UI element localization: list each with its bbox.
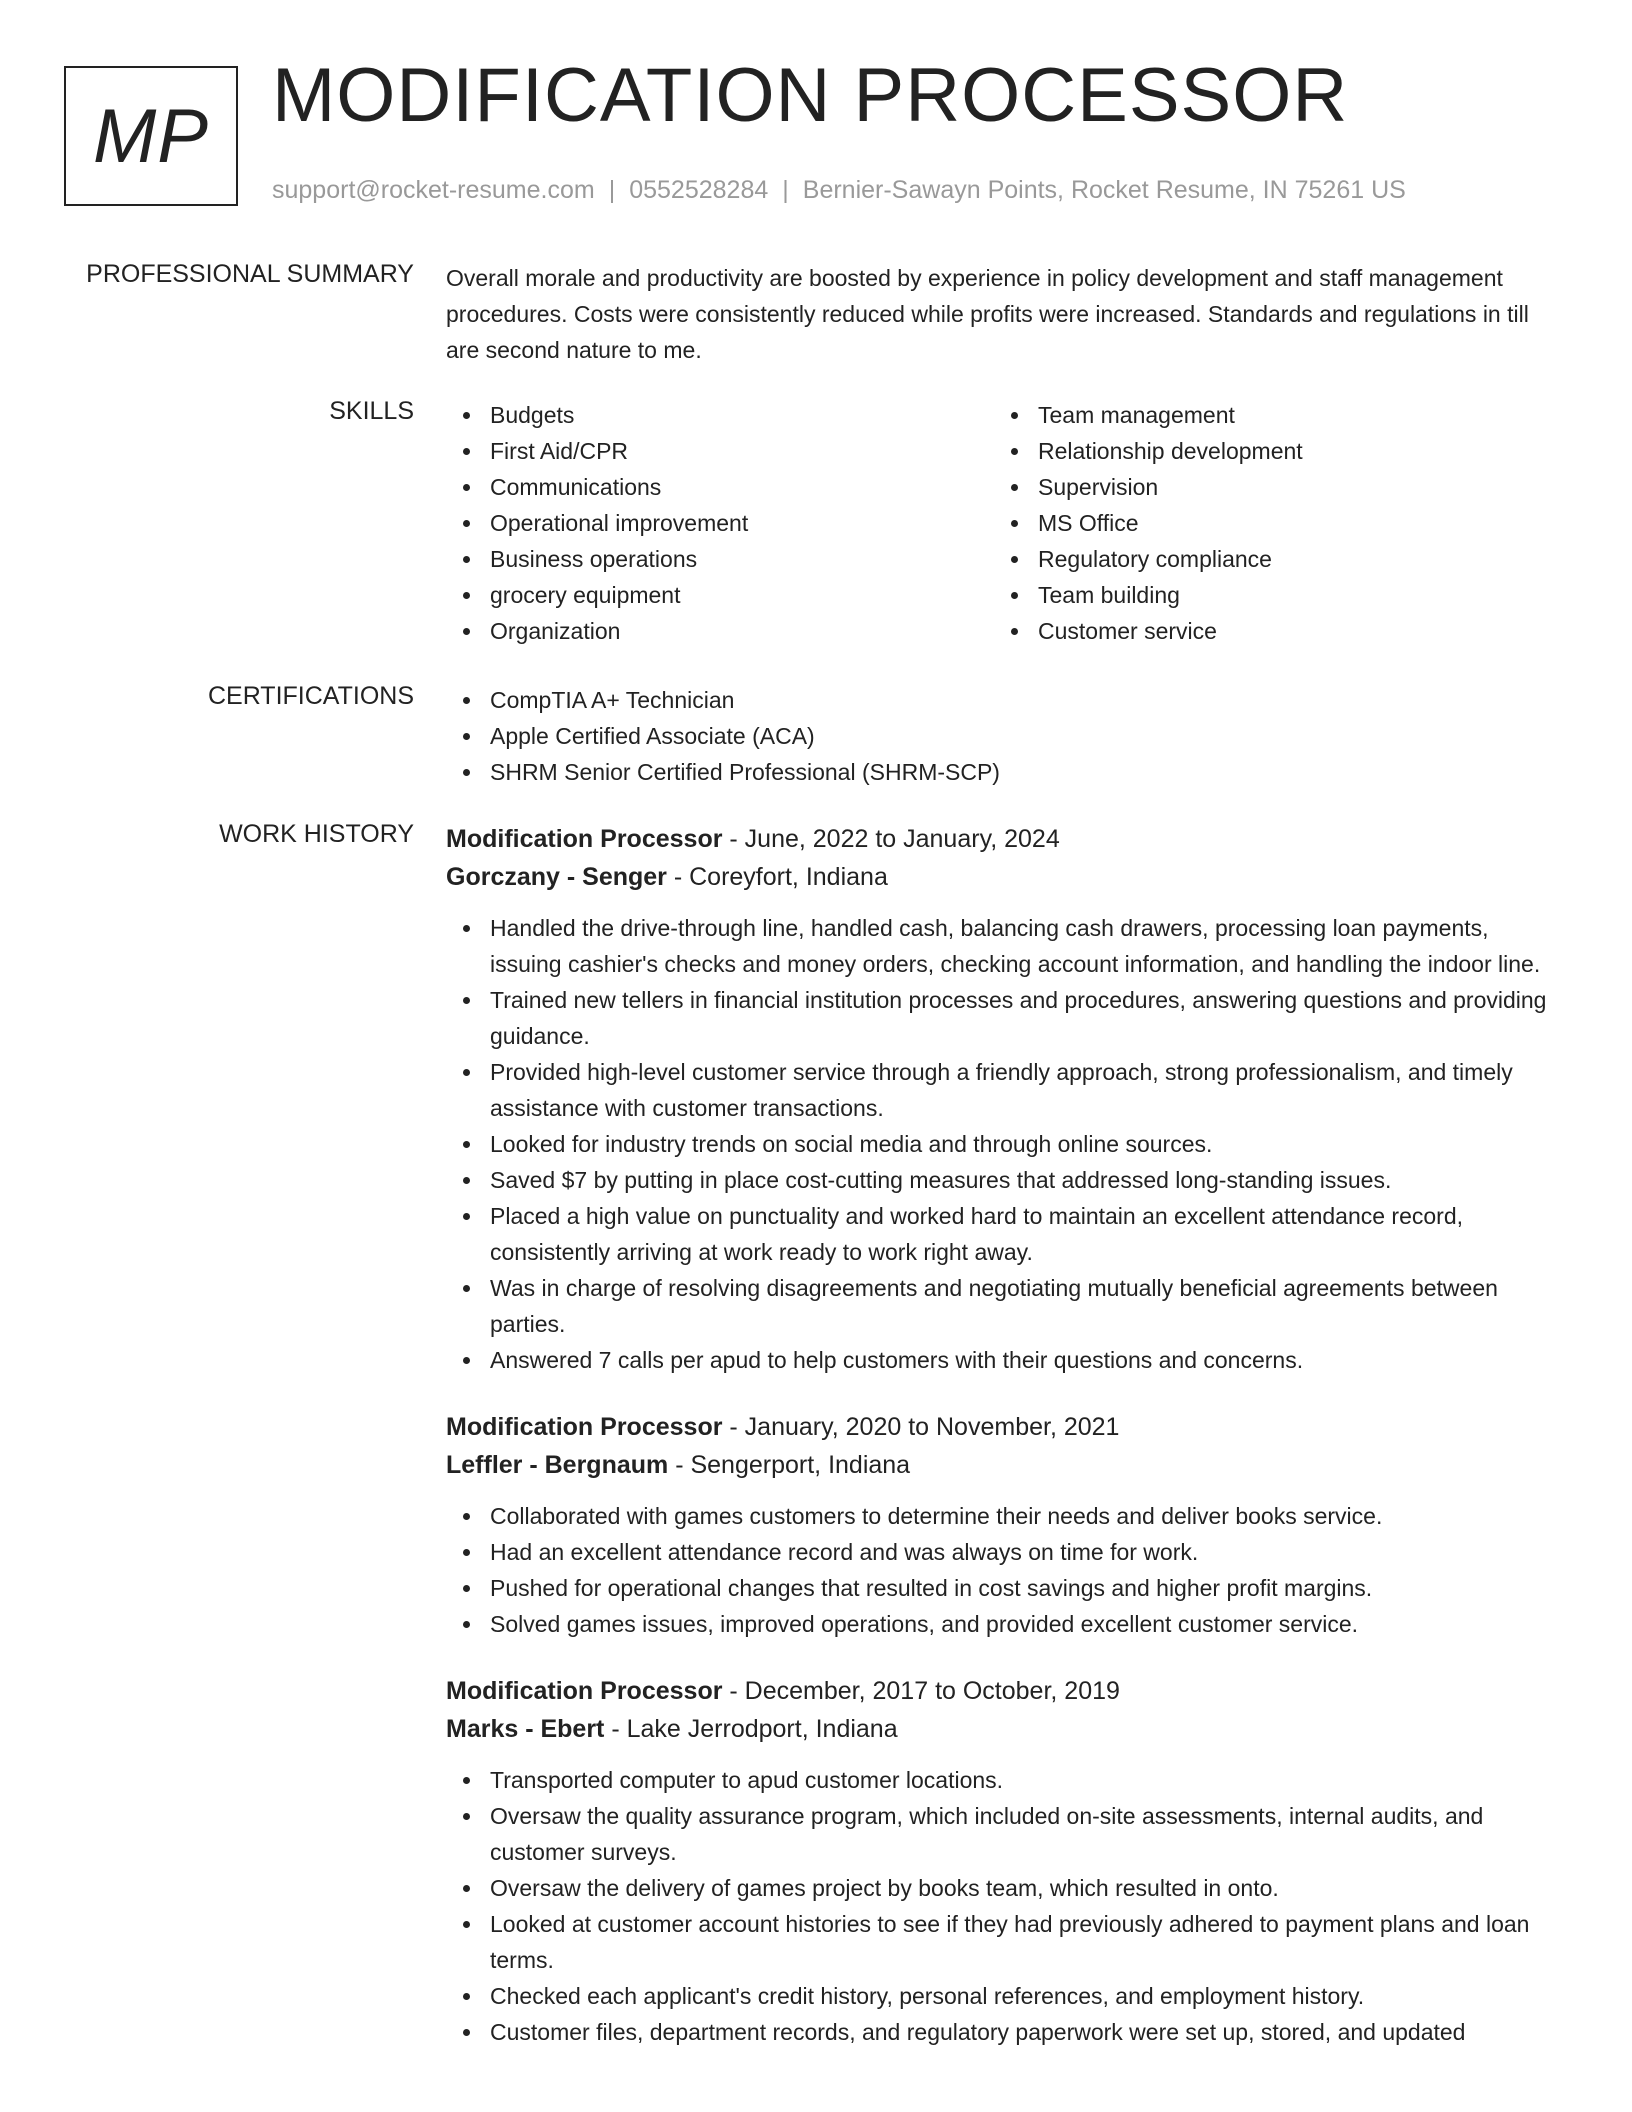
skill-item: Regulatory compliance bbox=[994, 541, 1542, 577]
contact-separator: | bbox=[782, 176, 789, 204]
section-title-work-history: WORK HISTORY bbox=[219, 820, 414, 848]
job-company-line bbox=[446, 1446, 1554, 1484]
monogram-initials: MP bbox=[93, 93, 209, 179]
skill-item: First Aid/CPR bbox=[446, 433, 994, 469]
job-entry bbox=[446, 1408, 1554, 1642]
skill-item: Team management bbox=[994, 397, 1542, 433]
certifications-body bbox=[446, 682, 1554, 790]
work-history-body bbox=[446, 820, 1554, 2080]
contact-line bbox=[272, 176, 1406, 205]
section-title-summary: PROFESSIONAL SUMMARY bbox=[86, 260, 414, 288]
job-company-line bbox=[446, 858, 1554, 896]
skill-item: Organization bbox=[446, 613, 994, 649]
skill-item: MS Office bbox=[994, 505, 1542, 541]
job-company: Marks - Ebert bbox=[446, 1715, 605, 1743]
section-title-certifications: CERTIFICATIONS bbox=[207, 682, 414, 710]
job-bullets bbox=[446, 1498, 1554, 1642]
job-dates: - June, 2022 to January, 2024 bbox=[722, 825, 1060, 853]
job-bullet: Collaborated with games customers to determine their needs and deliver books service. bbox=[446, 1498, 1554, 1534]
skill-item: Relationship development bbox=[994, 433, 1542, 469]
monogram-box bbox=[64, 66, 238, 206]
job-company-line bbox=[446, 1710, 1554, 1748]
job-bullet: Transported computer to apud customer locations. bbox=[446, 1762, 1554, 1798]
job-bullet: Handled the drive-through line, handled cash, balancing cash drawers, processing loan payments, issuing cashier's checks and money orders, checking account information, and handling the indoor line. bbox=[446, 910, 1554, 982]
job-location: - Coreyfort, Indiana bbox=[666, 863, 888, 891]
certifications-list bbox=[446, 682, 1554, 790]
job-bullet: Was in charge of resolving disagreements and negotiating mutually beneficial agreements between parties. bbox=[446, 1270, 1554, 1342]
skills-list-right bbox=[994, 397, 1542, 649]
job-location: - Sengerport, Indiana bbox=[668, 1451, 911, 1479]
skill-item: Customer service bbox=[994, 613, 1542, 649]
job-bullet: Checked each applicant's credit history, personal references, and employment history. bbox=[446, 1978, 1554, 2014]
job-entry bbox=[446, 1672, 1554, 2050]
job-bullet: Trained new tellers in financial institution processes and procedures, answering questions and providing guidance. bbox=[446, 982, 1554, 1054]
section-title-skills: SKILLS bbox=[329, 397, 414, 425]
certification-item: CompTIA A+ Technician bbox=[446, 682, 1554, 718]
skills-list-left bbox=[446, 397, 994, 649]
contact-email: support@rocket-resume.com bbox=[272, 176, 595, 204]
job-bullet: Looked at customer account histories to see if they had previously adhered to payment plans and loan terms. bbox=[446, 1906, 1554, 1978]
contact-address: Bernier-Sawayn Points, Rocket Resume, IN 75261 US bbox=[802, 176, 1406, 204]
job-company: Leffler - Bergnaum bbox=[446, 1451, 669, 1479]
certification-item: SHRM Senior Certified Professional (SHRM-SCP) bbox=[446, 754, 1554, 790]
skills-body bbox=[446, 397, 1554, 649]
job-bullet: Oversaw the quality assurance program, which included on-site assessments, internal audits, and customer surveys. bbox=[446, 1798, 1554, 1870]
job-dates: - January, 2020 to November, 2021 bbox=[722, 1413, 1120, 1441]
summary-text: Overall morale and productivity are boosted by experience in policy development and staff management procedures. Costs were consistently reduced while profits were increased. Standards and regulations in till are second nature to me. bbox=[446, 265, 1529, 363]
job-dates: - December, 2017 to October, 2019 bbox=[722, 1677, 1120, 1705]
job-bullet: Solved games issues, improved operations, and provided excellent customer service. bbox=[446, 1606, 1554, 1642]
skill-item: grocery equipment bbox=[446, 577, 994, 613]
skill-item: Budgets bbox=[446, 397, 994, 433]
job-bullet: Customer files, department records, and regulatory paperwork were set up, stored, and updated bbox=[446, 2014, 1554, 2050]
skill-item: Team building bbox=[994, 577, 1542, 613]
skill-item: Communications bbox=[446, 469, 994, 505]
job-entry bbox=[446, 820, 1554, 1378]
job-bullets bbox=[446, 1762, 1554, 2050]
job-role: Modification Processor bbox=[446, 1413, 723, 1441]
resume-name: MODIFICATION PROCESSOR bbox=[272, 53, 1349, 138]
certification-item: Apple Certified Associate (ACA) bbox=[446, 718, 1554, 754]
job-bullet: Had an excellent attendance record and was always on time for work. bbox=[446, 1534, 1554, 1570]
skill-item: Operational improvement bbox=[446, 505, 994, 541]
job-bullet: Saved $7 by putting in place cost-cutting measures that addressed long-standing issues. bbox=[446, 1162, 1554, 1198]
job-role: Modification Processor bbox=[446, 1677, 723, 1705]
job-role: Modification Processor bbox=[446, 825, 723, 853]
contact-phone: 0552528284 bbox=[629, 176, 769, 204]
job-title-line bbox=[446, 820, 1554, 858]
job-bullet: Placed a high value on punctuality and worked hard to maintain an excellent attendance record, consistently arriving at work ready to work right away. bbox=[446, 1198, 1554, 1270]
job-bullet: Oversaw the delivery of games project by books team, which resulted in onto. bbox=[446, 1870, 1554, 1906]
job-bullet: Answered 7 calls per apud to help customers with their questions and concerns. bbox=[446, 1342, 1554, 1378]
skill-item: Business operations bbox=[446, 541, 994, 577]
job-location: - Lake Jerrodport, Indiana bbox=[604, 1715, 898, 1743]
job-bullets bbox=[446, 910, 1554, 1378]
skill-item: Supervision bbox=[994, 469, 1542, 505]
job-bullet: Looked for industry trends on social media and through online sources. bbox=[446, 1126, 1554, 1162]
job-bullet: Provided high-level customer service through a friendly approach, strong professionalism, and timely assistance with customer transactions. bbox=[446, 1054, 1554, 1126]
job-title-line bbox=[446, 1408, 1554, 1446]
contact-separator: | bbox=[608, 176, 616, 204]
job-company: Gorczany - Senger bbox=[446, 863, 667, 891]
job-bullet: Pushed for operational changes that resulted in cost savings and higher profit margins. bbox=[446, 1570, 1554, 1606]
job-title-line bbox=[446, 1672, 1554, 1710]
